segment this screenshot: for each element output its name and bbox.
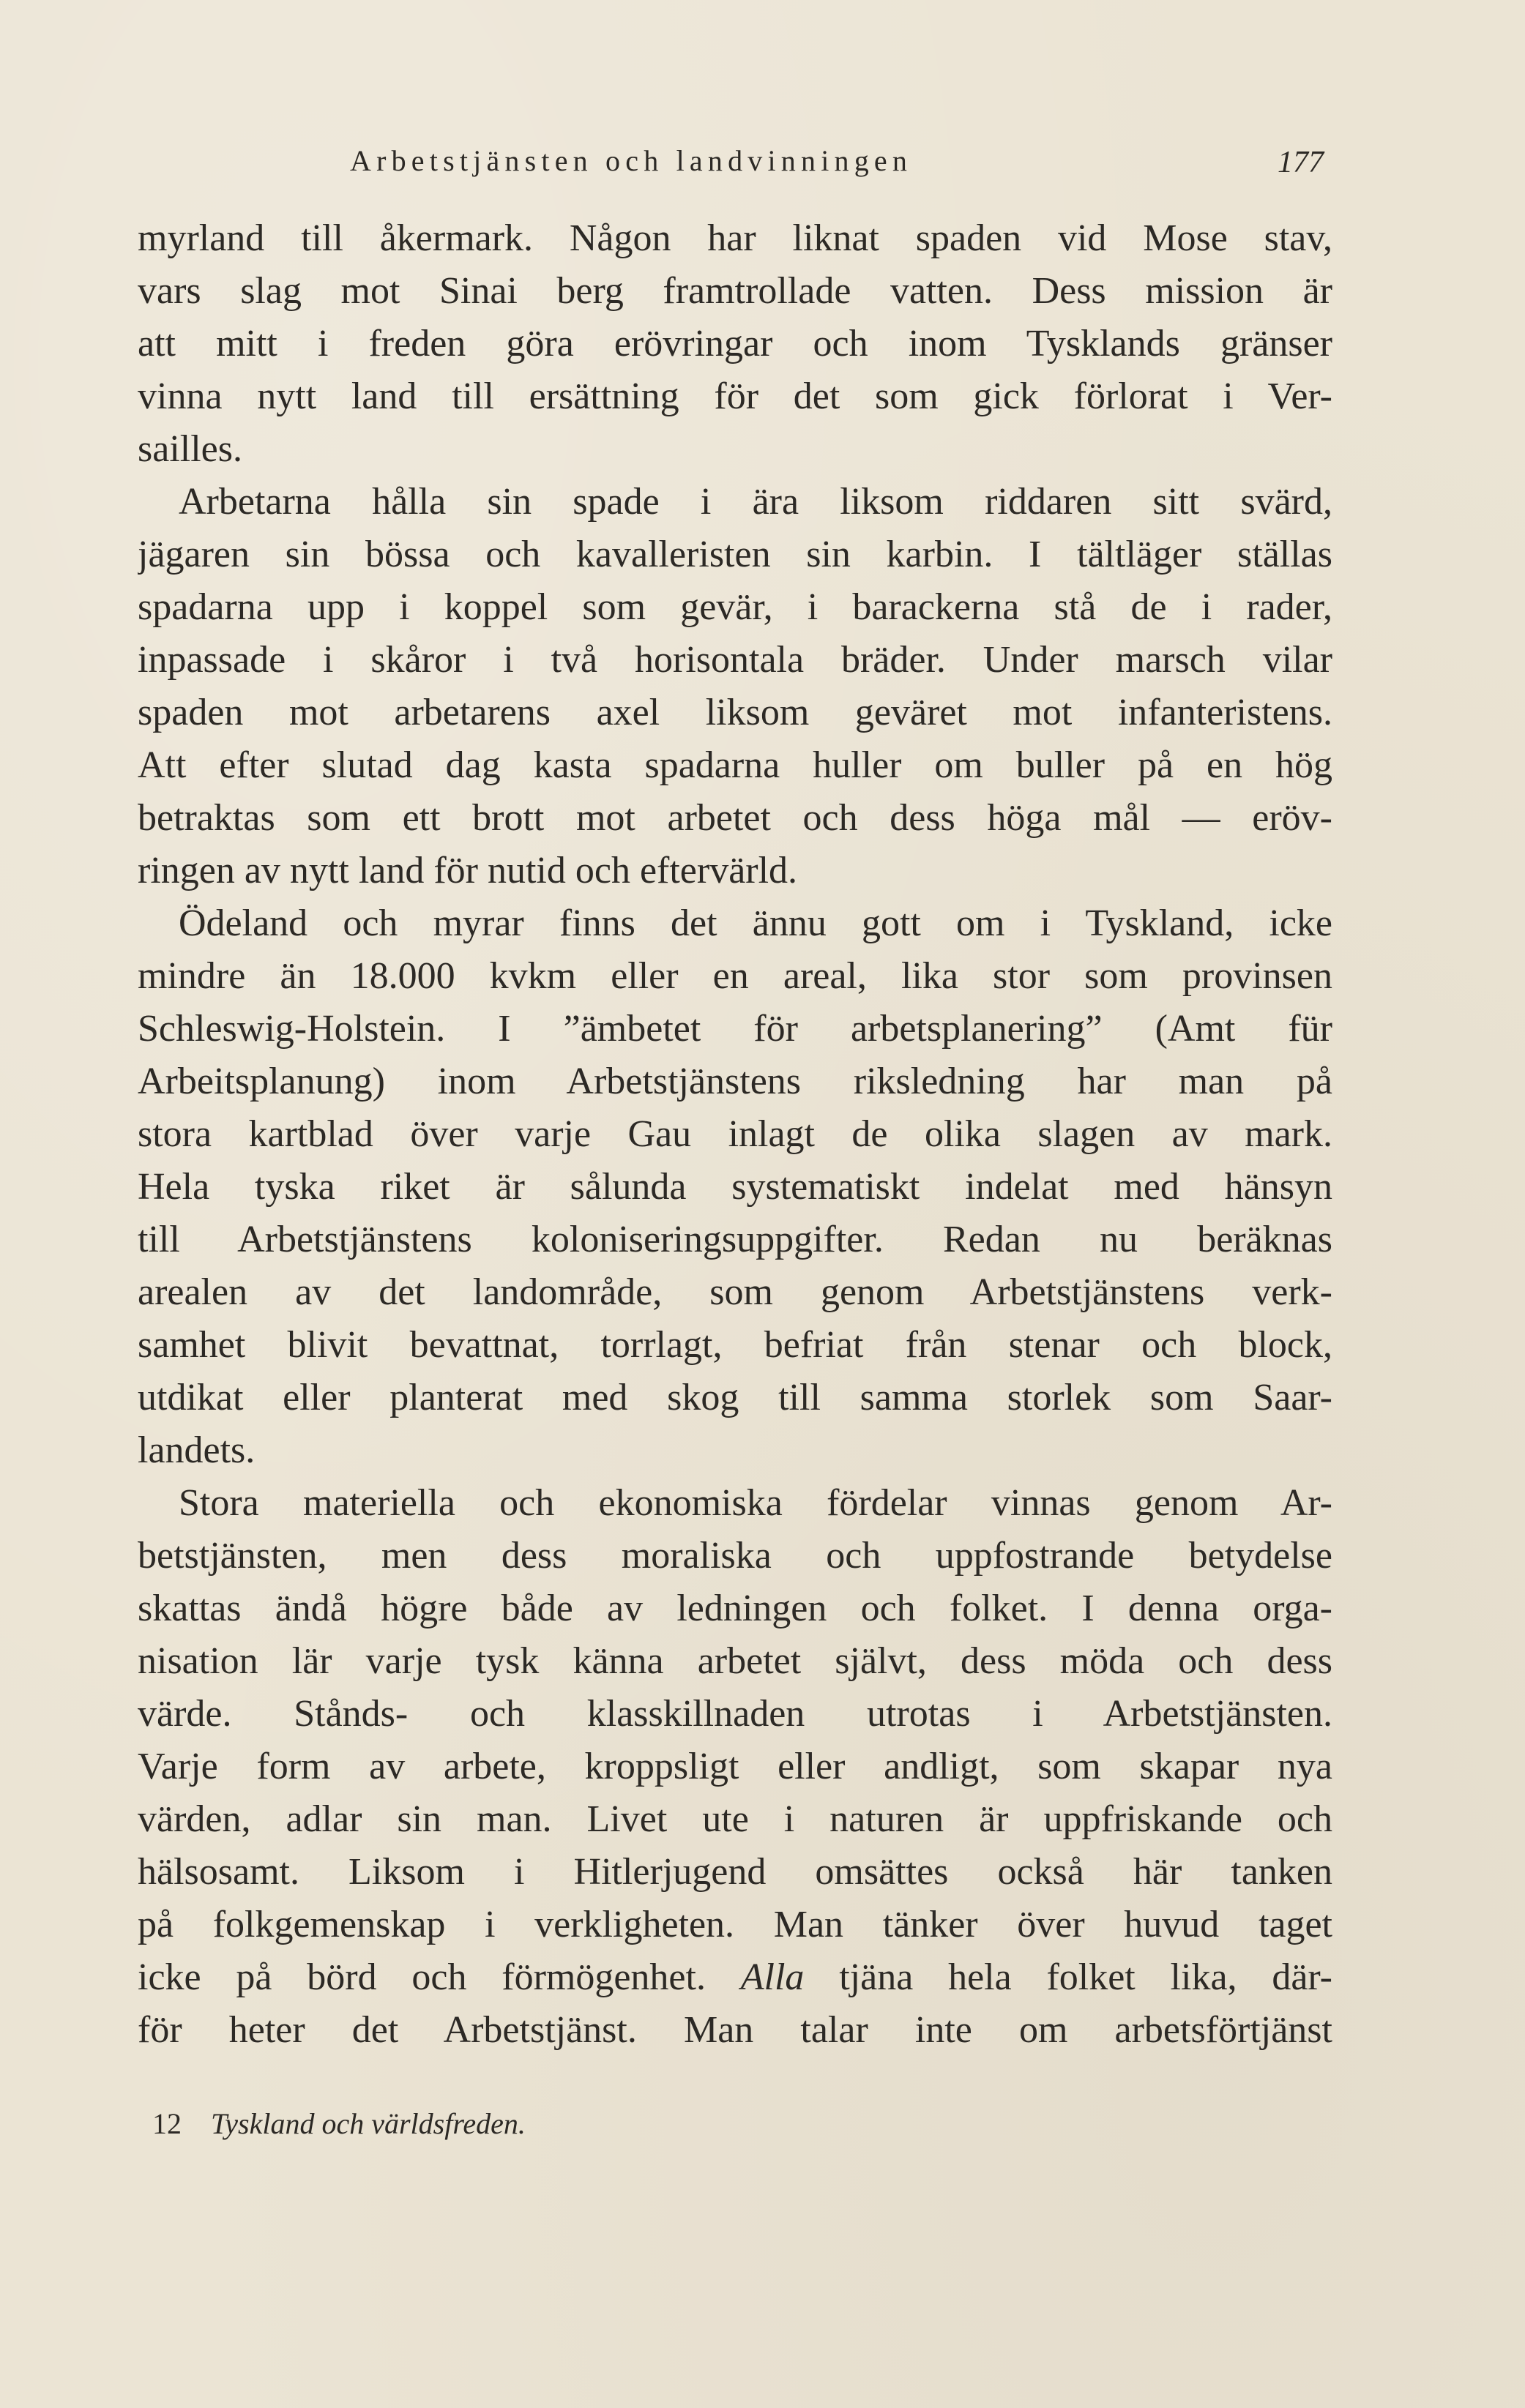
text-line: Hela tyska riket är sålunda systematiskt indelat med hänsyn xyxy=(138,1166,1332,1208)
text-line: hälsosamt. Liksom i Hitlerjugend omsättes också här tanken xyxy=(138,1851,1332,1893)
text-line: på folkgemenskap i verkligheten. Man tänker över huvud taget xyxy=(138,1904,1332,1945)
text-line: arealen av det landområde, som genom Arbetstjänstens verk- xyxy=(138,1271,1332,1313)
text-line: för heter det Arbetstjänst. Man talar inte om arbetsförtjänst xyxy=(138,2009,1332,2051)
text-line: värden, adlar sin man. Livet ute i naturen är uppfriskande och xyxy=(138,1798,1332,1840)
running-head xyxy=(0,139,1525,183)
text-line: landets. xyxy=(138,1429,256,1471)
text-line xyxy=(138,1951,1332,2004)
signature-number: 12 xyxy=(152,2107,182,2140)
text-line: spadarna upp i koppel som gevär, i barackerna stå de i rader, xyxy=(138,586,1332,628)
text-line: Att efter slutad dag kasta spadarna huller om buller på en hög xyxy=(138,744,1332,786)
text-line: mindre än 18.000 kvkm eller en areal, lika stor som provinsen xyxy=(138,955,1332,997)
running-title: Arbetstjänsten och landvinningen xyxy=(350,144,913,177)
text-line: värde. Stånds- och klasskillnaden utrotas i Arbetstjänsten. xyxy=(138,1693,1332,1735)
text-line: betraktas som ett brott mot arbetet och dess höga mål — eröv- xyxy=(138,797,1332,839)
text-line: Stora materiella och ekonomiska fördelar vinnas genom Ar- xyxy=(179,1482,1332,1524)
text-segment: tjäna hela folket lika, där- xyxy=(839,1956,1332,1998)
emphasized-word: Alla xyxy=(740,1956,805,1998)
text-line: Arbeitsplanung) inom Arbetstjänstens riksledning har man på xyxy=(138,1061,1332,1102)
text-line: Schleswig-Holstein. I ”ämbetet för arbetsplanering” (Amt für xyxy=(138,1008,1332,1050)
text-line: vars slag mot Sinai berg framtrollade vatten. Dess mission är xyxy=(138,270,1332,312)
text-segment: icke på börd och förmögenhet. xyxy=(138,1956,706,1998)
printer-signature xyxy=(152,2102,526,2146)
signature-title: Tyskland och världsfreden. xyxy=(211,2107,526,2140)
text-line: Ödeland och myrar finns det ännu gott om i Tyskland, icke xyxy=(179,902,1332,944)
text-line: vinna nytt land till ersättning för det som gick förlorat i Ver- xyxy=(138,375,1332,417)
text-line: nisation lär varje tysk känna arbetet självt, dess möda och dess xyxy=(138,1640,1332,1682)
text-line: skattas ändå högre både av ledningen och folket. I denna orga- xyxy=(138,1588,1332,1629)
body-text xyxy=(138,212,1332,2057)
text-line: sailles. xyxy=(138,428,242,470)
text-line: till Arbetstjänstens koloniseringsuppgifter. Redan nu beräknas xyxy=(138,1219,1332,1260)
text-line: betstjänsten, men dess moraliska och uppfostrande betydelse xyxy=(138,1535,1332,1577)
text-line: inpassade i skåror i två horisontala bräder. Under marsch vilar xyxy=(138,639,1332,681)
text-line: samhet blivit bevattnat, torrlagt, befriat från stenar och block, xyxy=(138,1324,1332,1366)
text-line: utdikat eller planterat med skog till samma storlek som Saar- xyxy=(138,1377,1332,1418)
text-line: jägaren sin bössa och kavalleristen sin karbin. I tältläger ställas xyxy=(138,534,1332,575)
text-line: Arbetarna hålla sin spade i ära liksom riddaren sitt svärd, xyxy=(179,481,1332,523)
text-line: stora kartblad över varje Gau inlagt de olika slagen av mark. xyxy=(138,1113,1332,1155)
text-line: att mitt i freden göra erövringar och inom Tysklands gränser xyxy=(138,323,1332,364)
text-line: Varje form av arbete, kroppsligt eller andligt, som skapar nya xyxy=(138,1746,1332,1787)
text-line: myrland till åkermark. Någon har liknat spaden vid Mose stav, xyxy=(138,217,1332,259)
text-line: ringen av nytt land för nutid och eftervärld. xyxy=(138,850,798,891)
page-number: 177 xyxy=(1278,146,1324,179)
text-line: spaden mot arbetarens axel liksom geväret mot infanteristens. xyxy=(138,692,1332,733)
